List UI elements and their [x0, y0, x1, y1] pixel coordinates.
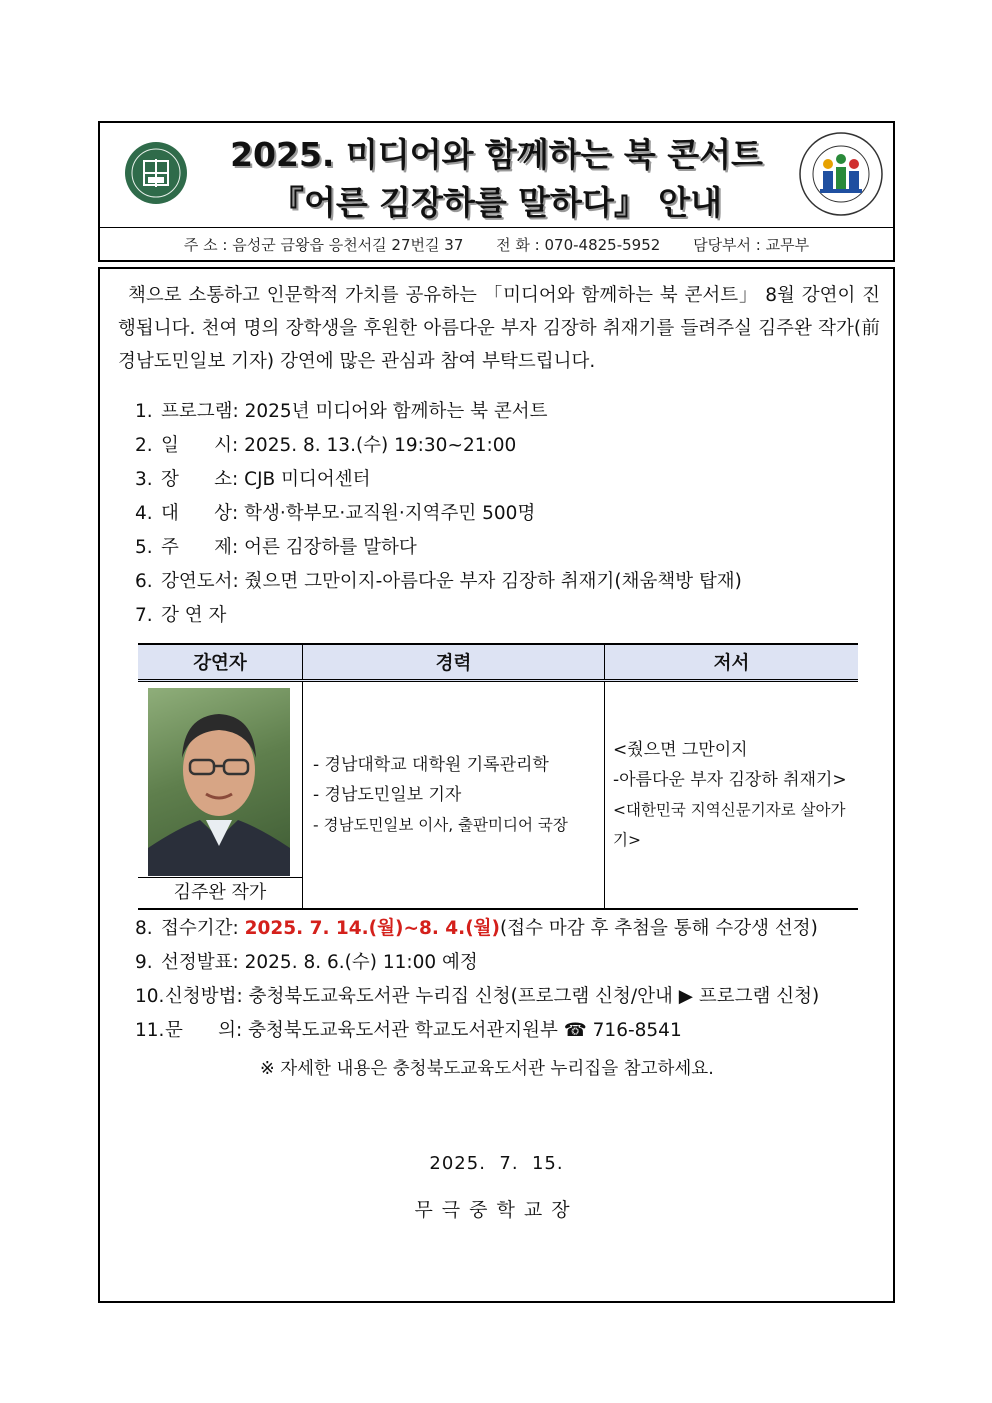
library-logo [798, 131, 884, 217]
list-item: 6. 강연도서: 줬으면 그만이지-아름다운 부자 김장하 취재기(채움책방 탑재) [135, 571, 742, 592]
title-line-2: 『어른 김장하를 말하다』 안내 [270, 183, 723, 222]
list-item: 2. 일 시: 2025. 8. 13.(수) 19:30~21:00 [135, 435, 517, 456]
book-item: -아름다운 부자 김장하 취재기> [613, 770, 847, 790]
header-box [98, 121, 895, 262]
table-row [138, 681, 858, 910]
period-dates: 2025. 7. 14.(월)~8. 4.(월) [244, 918, 500, 939]
career-item: - 경남도민일보 이사, 출판미디어 국장 [313, 816, 568, 834]
signer: 무극중학교장 [414, 1199, 579, 1221]
header-books: 저서 [605, 644, 859, 681]
contact-line [100, 229, 893, 261]
speaker-table [138, 643, 858, 910]
document-date: 2025. 7. 15. [429, 1153, 564, 1174]
list-item: 3. 장 소: CJB 미디어센터 [135, 469, 371, 490]
phone-text: 전 화 : 070-4825-5952 [496, 236, 661, 254]
list-item: 4. 대 상: 학생·학부모·교직원·지역주민 500명 [135, 503, 536, 524]
list-item: 5. 주 제: 어른 김장하를 말하다 [135, 537, 417, 558]
list-item: 9. 선정발표: 2025. 8. 6.(수) 11:00 예정 [135, 952, 478, 973]
header-career: 경력 [303, 644, 605, 681]
list-item: 7. 강 연 자 [135, 605, 227, 626]
info-list-2 [135, 912, 895, 1048]
book-item: <줬으면 그만이지 [613, 740, 748, 760]
list-item: 10.신청방법: 충청북도교육도서관 누리집 신청(프로그램 신청/안내 ▶ 프로그램 신청) [135, 986, 820, 1007]
speaker-caption: 김주완 작가 [138, 877, 302, 908]
address-text: 주 소 : 음성군 금왕읍 응천서길 27번길 37 [183, 236, 464, 254]
list-item: 1. 프로그램: 2025년 미디어와 함께하는 북 콘서트 [135, 401, 548, 422]
title-line-1: 2025. 미디어와 함께하는 북 콘서트 [230, 135, 763, 174]
intro-text: 책으로 소통하고 인문학적 가치를 공유하는 「미디어와 함께하는 북 콘서트」 8월 강연이 진행됩니다. 천여 명의 장학생을 후원한 아름다운 부자 김장하 취재기를 들려주실 김주완 작가(前 경남도민일보 기자) 강연에 많은 관심과 참여 부탁드립니다. [118, 285, 880, 372]
speaker-photo [148, 688, 290, 876]
career-item: - 경남대학교 대학원 기록관리학 [313, 755, 549, 775]
header-speaker: 강연자 [138, 644, 303, 681]
career-item: - 경남도민일보 기자 [313, 785, 462, 805]
main-box [98, 267, 895, 1303]
note-text: ※ 자세한 내용은 충청북도교육도서관 누리집을 참고하세요. [260, 1059, 714, 1079]
books-cell [605, 681, 859, 910]
title-area [100, 123, 893, 228]
intro-paragraph [118, 279, 880, 378]
career-cell [303, 681, 605, 910]
book-item: <대한민국 지역신문기자로 살아가기> [613, 801, 846, 849]
department-text: 담당부서 : 교무부 [693, 236, 810, 254]
list-item: 8. 접수기간: 2025. 7. 14.(월)~8. 4.(월)(접수 마감 후 추첨을 통해 수강생 선정) [135, 918, 818, 939]
speaker-cell [138, 681, 303, 910]
table-header-row [138, 644, 858, 681]
info-list [135, 395, 875, 633]
list-item: 11.문 의: 충청북도교육도서관 학교도서관지원부 ☎ 716-8541 [135, 1020, 682, 1041]
